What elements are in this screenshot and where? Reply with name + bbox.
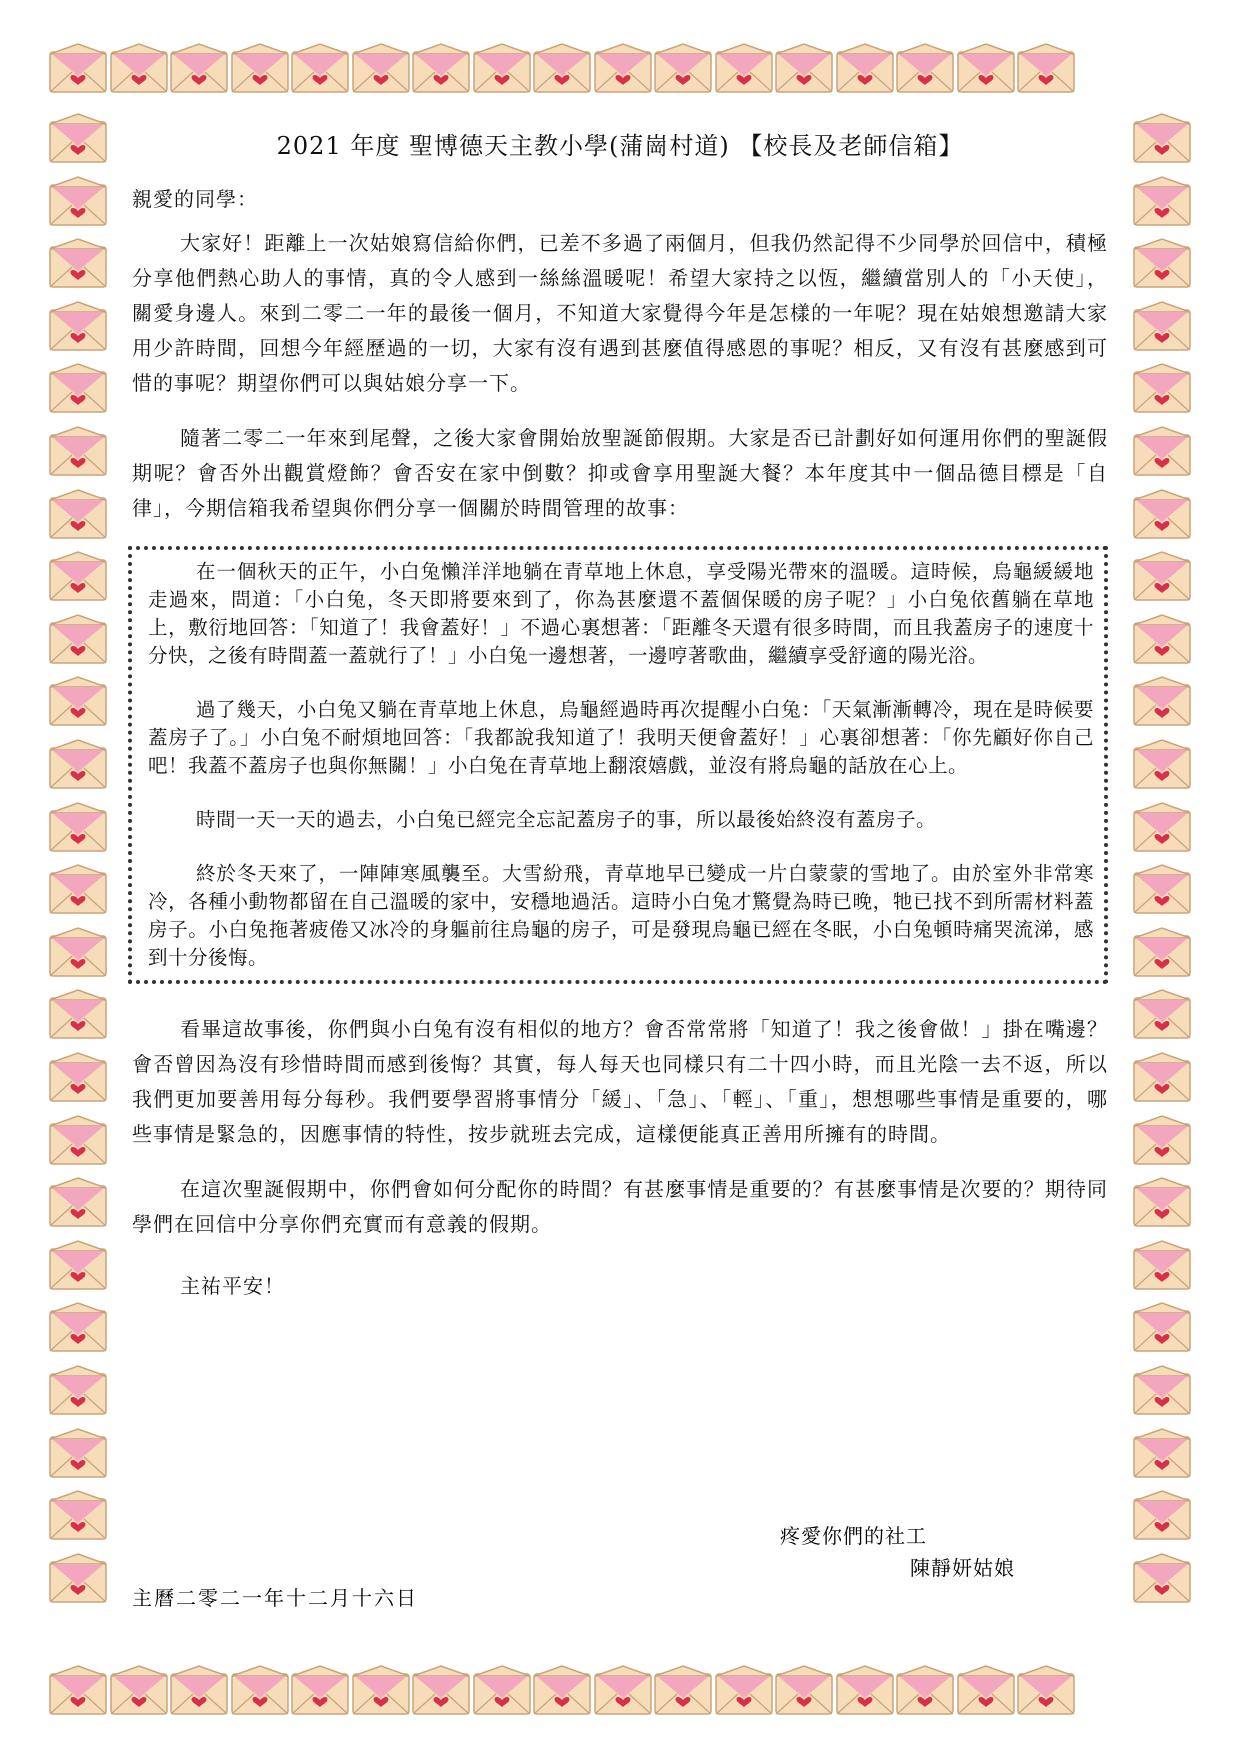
envelope-heart-icon [714, 1664, 774, 1716]
envelope-heart-icon [1132, 425, 1192, 477]
closing-blessing: 主祐平安！ [180, 1274, 285, 1298]
envelope-heart-icon [1132, 1364, 1192, 1416]
envelope-heart-icon [1132, 488, 1192, 540]
envelope-heart-icon [1132, 926, 1192, 978]
envelope-heart-icon [1132, 1301, 1192, 1353]
envelope-heart-icon [1132, 112, 1192, 164]
envelope-heart-icon [1132, 550, 1192, 602]
envelope-heart-icon [411, 1664, 471, 1716]
envelope-heart-icon [48, 42, 108, 94]
envelope-heart-icon [1016, 42, 1076, 94]
envelope-heart-icon [351, 42, 411, 94]
envelope-heart-icon [532, 1664, 592, 1716]
envelope-heart-icon [895, 42, 955, 94]
envelope-heart-icon [774, 1664, 834, 1716]
envelope-heart-icon [351, 1664, 411, 1716]
story-paragraph: 時間一天一天的過去，小白兔已經完全忘記蓋房子的事，所以最後始終沒有蓋房子。 [196, 808, 937, 831]
envelope-heart-icon [1132, 1114, 1192, 1166]
envelope-heart-icon [653, 42, 713, 94]
envelope-heart-icon [48, 112, 108, 164]
envelope-heart-icon [48, 926, 108, 978]
envelope-heart-icon [895, 1664, 955, 1716]
envelope-heart-icon [48, 1114, 108, 1166]
envelope-heart-icon [48, 863, 108, 915]
envelope-heart-icon [593, 1664, 653, 1716]
envelope-heart-icon [1132, 300, 1192, 352]
envelope-heart-icon [48, 1489, 108, 1541]
envelope-heart-icon [48, 1239, 108, 1291]
envelope-heart-icon [290, 1664, 350, 1716]
envelope-heart-icon [1132, 362, 1192, 414]
envelope-heart-icon [532, 42, 592, 94]
envelope-heart-icon [1132, 988, 1192, 1040]
letter-title: 2021 年度 聖博德天主教小學(蒲崗村道) 【校長及老師信箱】 [276, 132, 964, 160]
envelope-heart-icon [48, 1552, 108, 1604]
envelope-heart-icon [48, 550, 108, 602]
envelope-heart-icon [48, 362, 108, 414]
envelope-heart-icon [1132, 1427, 1192, 1479]
envelope-heart-icon [1132, 237, 1192, 289]
signature-line-1: 疼愛你們的社工 [780, 1524, 927, 1548]
paragraph-holiday: 隨著二零二一年來到尾聲，之後大家會開始放聖誕節假期。大家是否已計劃好如何運用你們的聖誕假期呢？會否外出觀賞燈飾？會否安在家中倒數？抑或會享用聖誕大餐？本年度其中一個品德目標是「自律」，今期信箱我希望與你們分享一個關於時間管理的故事： [132, 426, 1108, 520]
envelope-heart-icon [48, 801, 108, 853]
envelope-heart-icon [109, 42, 169, 94]
envelope-heart-icon [169, 42, 229, 94]
envelope-heart-icon [1132, 1176, 1192, 1228]
envelope-heart-icon [48, 988, 108, 1040]
envelope-heart-icon [1132, 613, 1192, 665]
envelope-heart-icon [472, 42, 532, 94]
envelope-heart-icon [48, 1364, 108, 1416]
story-paragraph: 終於冬天來了，一陣陣寒風襲至。大雪紛飛，青草地早已變成一片白蒙蒙的雪地了。由於室外非常寒冷，各種小動物都留在自己溫暖的家中，安穩地過活。這時小白兔才驚覺為時已晚，牠已找不到所需材料蓋房子。小白兔拖著疲倦又冰冷的身軀前往烏龜的房子，可是發現烏龜已經在冬眠，小白兔頓時痛哭流涕，感到十分後悔。 [148, 862, 1094, 969]
envelope-heart-icon [1132, 675, 1192, 727]
story-paragraph: 在一個秋天的正午，小白兔懶洋洋地躺在青草地上休息，享受陽光帶來的溫暖。這時候，烏龜緩緩地走過來，問道：「小白兔，冬天即將要來到了，你為甚麼還不蓋個保暖的房子呢？」小白兔依舊躺在草地上，敷衍地回答：「知道了！我會蓋好！」不過心裏想著：「距離冬天還有很多時間，而且我蓋房子的速度十分快，之後有時間蓋一蓋就行了！」小白兔一邊想著，一邊哼著歌曲，繼續享受舒適的陽光浴。 [148, 560, 1094, 667]
envelope-heart-icon [1132, 1051, 1192, 1103]
envelope-heart-icon [48, 1301, 108, 1353]
envelope-heart-icon [714, 42, 774, 94]
envelope-heart-icon [1132, 1489, 1192, 1541]
envelope-heart-icon [48, 300, 108, 352]
envelope-heart-icon [774, 42, 834, 94]
envelope-heart-icon [48, 675, 108, 727]
envelope-heart-icon [230, 42, 290, 94]
envelope-heart-icon [653, 1664, 713, 1716]
envelope-heart-icon [593, 42, 653, 94]
envelope-heart-icon [48, 425, 108, 477]
envelope-heart-icon [835, 42, 895, 94]
envelope-heart-icon [109, 1664, 169, 1716]
envelope-heart-icon [48, 1176, 108, 1228]
signature-line-2: 陳靜妍姑娘 [910, 1556, 1015, 1580]
envelope-heart-icon [48, 613, 108, 665]
envelope-heart-icon [48, 1427, 108, 1479]
envelope-heart-icon [48, 1664, 108, 1716]
envelope-heart-icon [169, 1664, 229, 1716]
envelope-heart-icon [48, 175, 108, 227]
story-paragraph: 過了幾天，小白兔又躺在青草地上休息，烏龜經過時再次提醒小白兔：「天氣漸漸轉冷，現在是時候要蓋房子了。」小白兔不耐煩地回答：「我都說我知道了！我明天便會蓋好！」心裏卻想著：「你先顧好你自己吧！我蓋不蓋房子也與你無關！」小白兔在青草地上翻滾嬉戲，並沒有將烏龜的話放在心上。 [148, 698, 1094, 777]
envelope-heart-icon [1132, 1239, 1192, 1291]
envelope-heart-icon [48, 738, 108, 790]
envelope-heart-icon [1132, 175, 1192, 227]
envelope-heart-icon [835, 1664, 895, 1716]
envelope-heart-icon [1016, 1664, 1076, 1716]
envelope-heart-icon [290, 42, 350, 94]
envelope-heart-icon [1132, 738, 1192, 790]
envelope-heart-icon [956, 42, 1016, 94]
envelope-heart-icon [48, 237, 108, 289]
envelope-heart-icon [230, 1664, 290, 1716]
envelope-heart-icon [48, 1051, 108, 1103]
story-box [128, 546, 1108, 984]
letter-body [132, 126, 1108, 1299]
envelope-heart-icon [411, 42, 471, 94]
paragraph-reflection: 看畢這故事後，你們與小白兔有沒有相似的地方？會否常常將「知道了！我之後會做！」掛在嘴邊？會否曾因為沒有珍惜時間而感到後悔？其實，每人每天也同樣只有二十四小時，而且光陰一去不返，所以我們更加要善用每分每秒。我們要學習將事情分「緩」、「急」、「輕」、「重」，想想哪些事情是重要的，哪些事情是緊急的，因應事情的特性，按步就班去完成，這樣便能真正善用所擁有的時間。 [132, 1017, 1108, 1146]
letter-date: 主曆二零二一年十二月十六日 [132, 1586, 418, 1610]
envelope-heart-icon [48, 488, 108, 540]
salutation: 親愛的同學： [132, 187, 258, 211]
envelope-heart-icon [956, 1664, 1016, 1716]
envelope-heart-icon [472, 1664, 532, 1716]
paragraph-intro: 大家好！距離上一次姑娘寫信給你們，已差不多過了兩個月，但我仍然記得不少同學於回信中，積極分享他們熱心助人的事情，真的令人感到一絲絲溫暖呢！希望大家持之以恆，繼續當別人的「小天使」，關愛身邊人。來到二零二一年的最後一個月，不知道大家覺得今年是怎樣的一年呢？現在姑娘想邀請大家用少許時間，回想今年經歷過的一切，大家有沒有遇到甚麼值得感恩的事呢？相反，又有沒有甚麼感到可惜的事呢？期望你們可以與姑娘分享一下。 [132, 231, 1108, 395]
paragraph-holiday-plan: 在這次聖誕假期中，你們會如何分配你的時間？有甚麼事情是重要的？有甚麼事情是次要的？期待同學們在回信中分享你們充實而有意義的假期。 [132, 1177, 1108, 1236]
envelope-heart-icon [1132, 801, 1192, 853]
envelope-heart-icon [1132, 863, 1192, 915]
envelope-heart-icon [1132, 1552, 1192, 1604]
